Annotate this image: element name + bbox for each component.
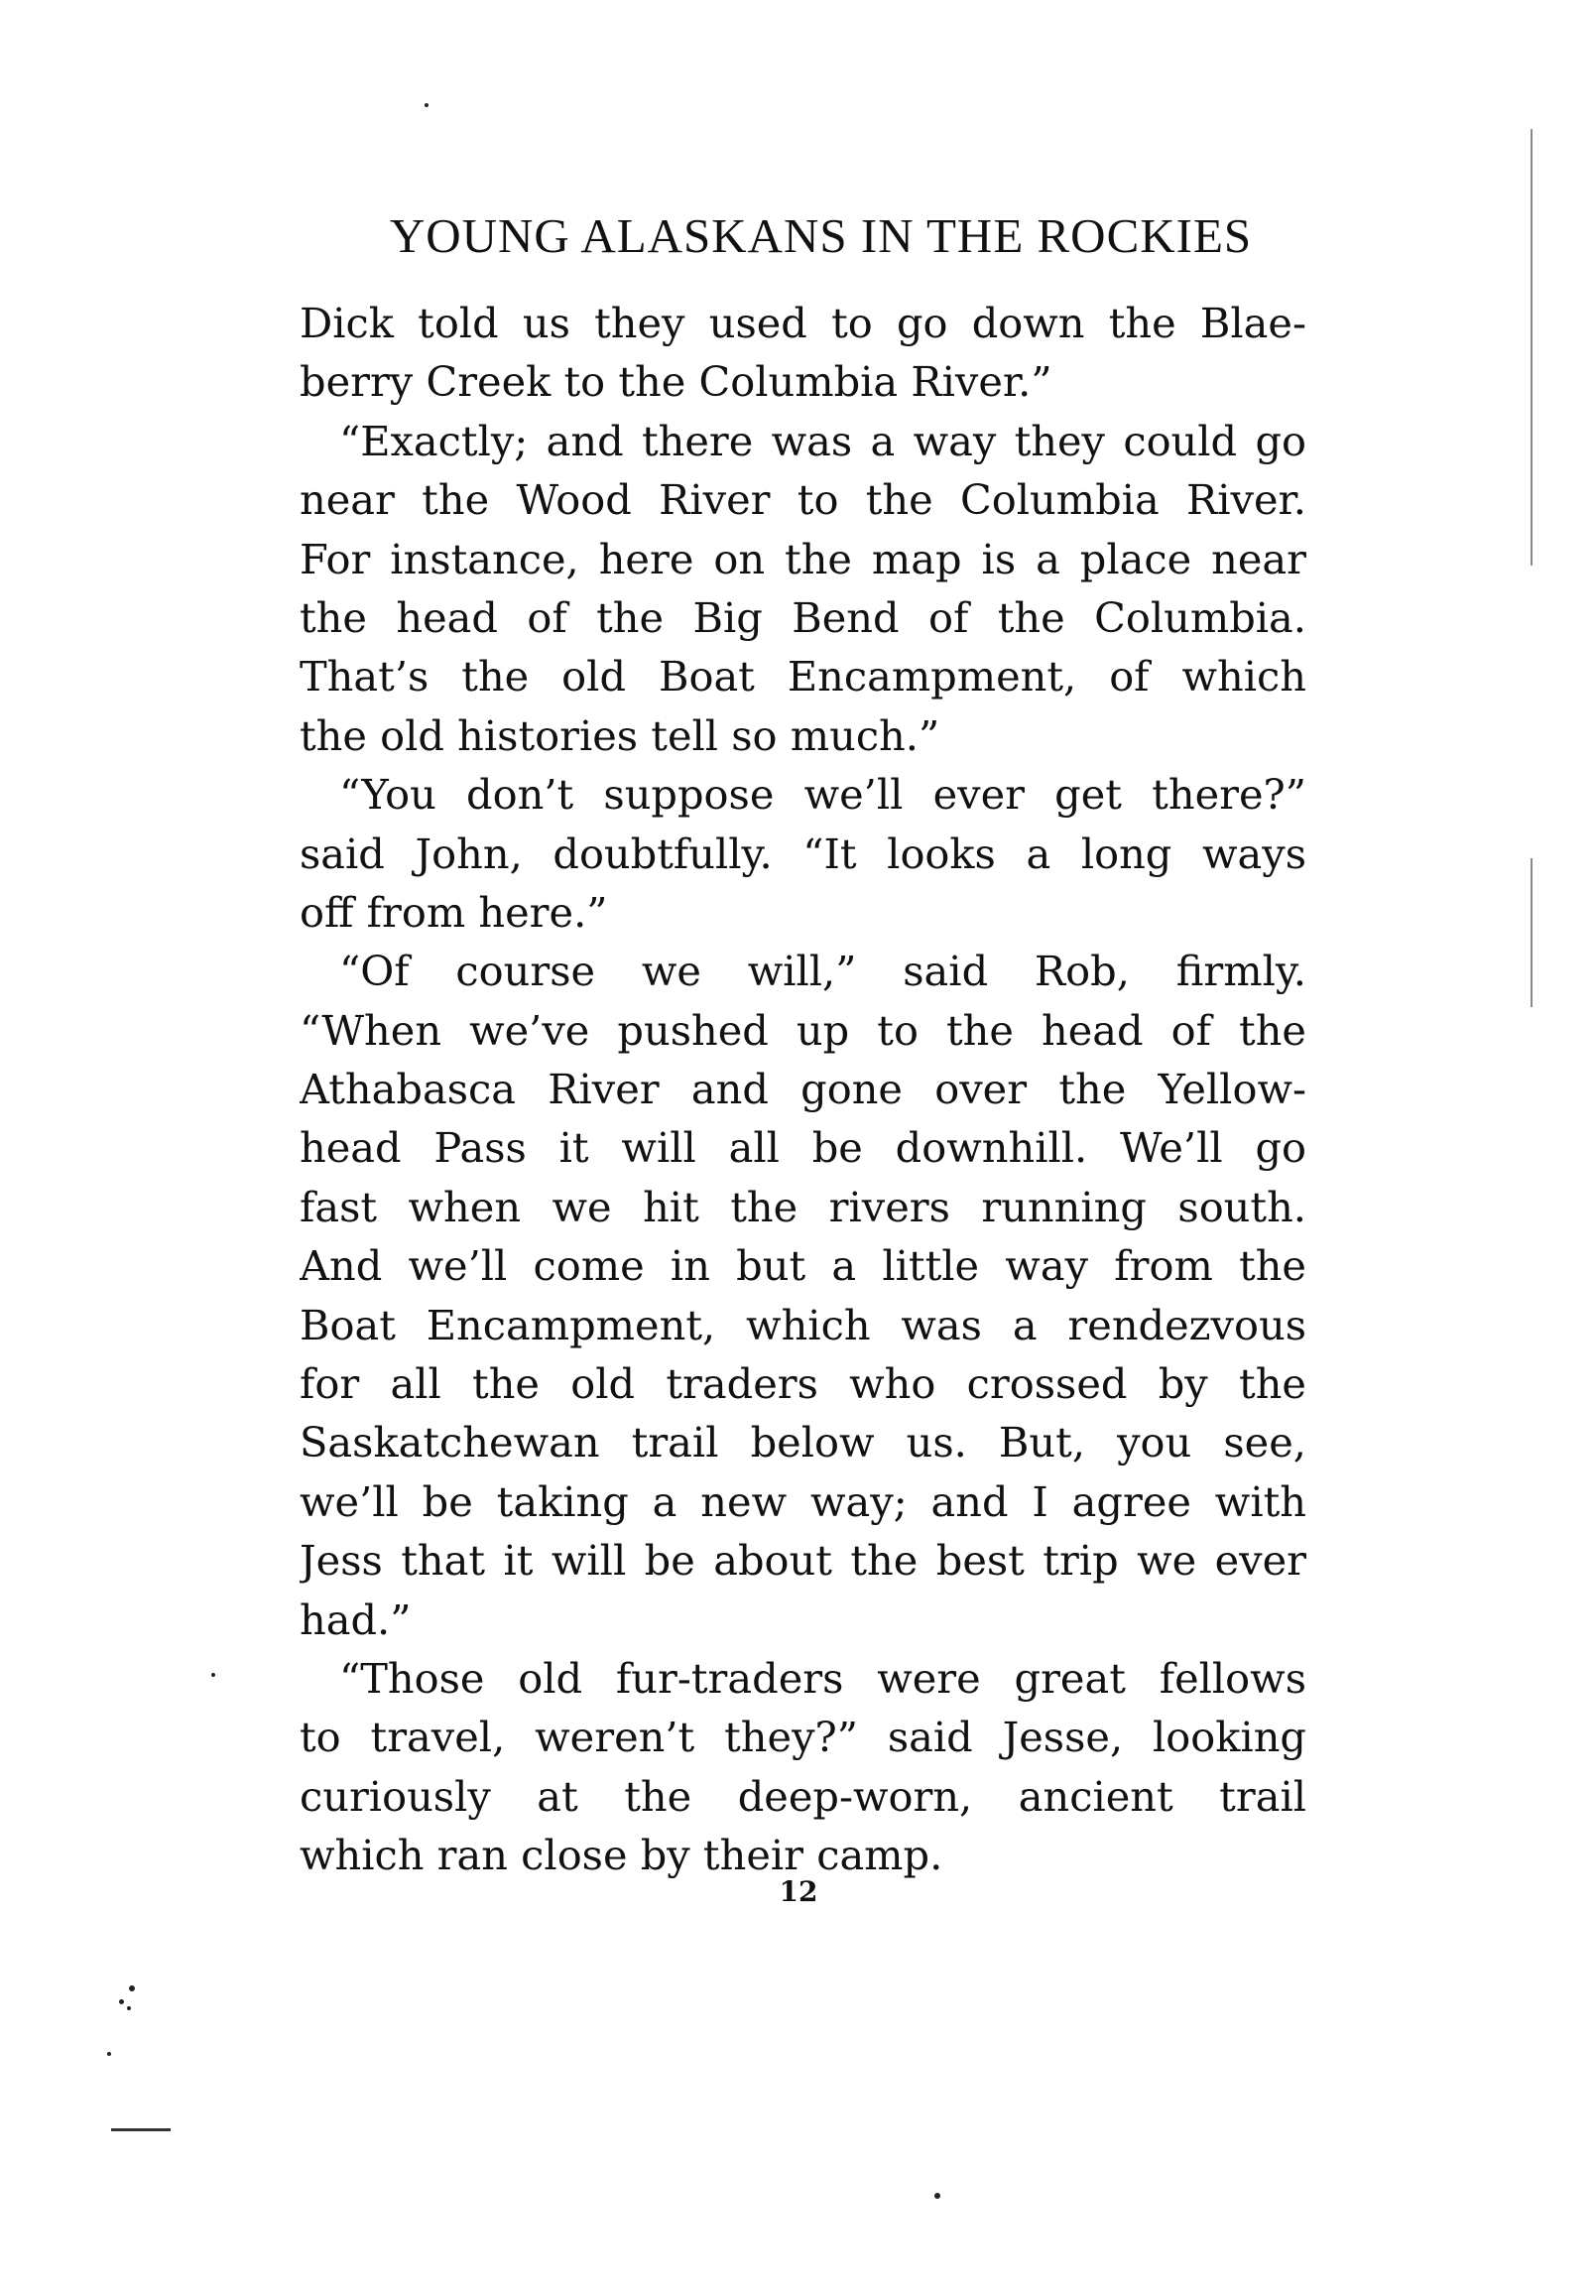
scan-speck [425,103,429,107]
running-head: YOUNG ALASKANS IN THE ROCKIES [389,208,1253,263]
scan-speck [934,2193,940,2199]
text-line: “You don’t suppose we’ll ever get there?” [339,770,1306,820]
body-text [300,294,1306,1885]
text-line: which ran close by their camp. [300,1831,943,1880]
text-line: the head of the Big Bend of the Columbia. [300,592,1306,642]
text-line: Boat Encampment, which was a rendezvous [300,1300,1306,1349]
scan-speck [127,2006,131,2010]
text-line: berry Creek to the Columbia River.” [300,357,1052,407]
text-line: Jess that it will be about the best trip we ever [300,1536,1306,1586]
text-line: head Pass it will all be downhill. We’ll go [300,1123,1306,1173]
text-line: fast when we hit the rivers running south. [300,1182,1306,1231]
text-line: the old histories tell so much.” [300,710,940,760]
text-line: for all the old traders who crossed by the [300,1359,1306,1409]
text-line: “Those old fur-traders were great fellows [339,1653,1306,1703]
text-line: had.” [300,1594,412,1644]
text-line: “Exactly; and there was a way they could go [339,416,1306,465]
text-line: said John, doubtfully. “It looks a long ways [300,829,1306,878]
text-line: Dick told us they used to go down the Blae- [300,299,1306,347]
text-line: curiously at the deep-worn, ancient trail [300,1771,1306,1821]
text-line: “Of course we will,” said Rob, firmly. [339,947,1306,996]
page-number: 12 [779,1875,818,1908]
text-line: Saskatchewan trail below us. But, you see, [300,1418,1306,1467]
text-line: “When we’ve pushed up to the head of the [300,1005,1306,1055]
text-line: to travel, weren’t they?” said Jesse, looking [300,1713,1306,1762]
text-line: That’s the old Boat Encampment, of which [300,652,1306,702]
scan-speck [211,1673,215,1677]
text-line: Athabasca River and gone over the Yellow- [300,1065,1306,1114]
text-line: And we’ll come in but a little way from the [300,1241,1306,1291]
text-line: we’ll be taking a new way; and I agree with [300,1476,1306,1526]
scan-mark [111,2128,171,2131]
text-line: near the Wood River to the Columbia River. [300,475,1306,525]
text-line: off from here.” [300,887,608,937]
scan-speck [107,2052,111,2056]
text-line: For instance, here on the map is a place near [300,534,1306,583]
scan-speck [129,1985,135,1991]
scan-edge-line [1531,129,1533,566]
scan-speck [119,1999,124,2004]
scan-edge-line [1531,858,1533,1007]
